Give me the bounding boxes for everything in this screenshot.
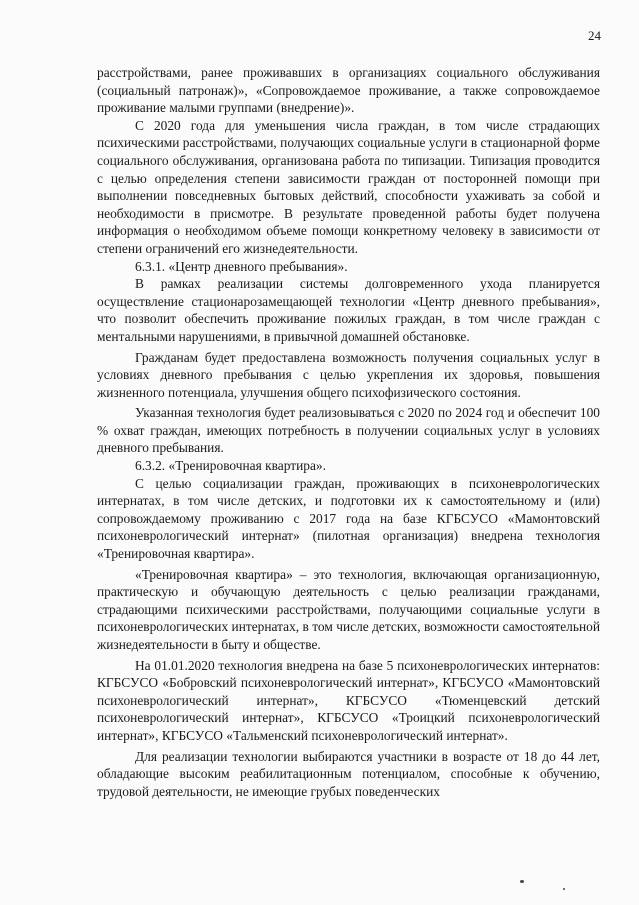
paragraph-9: «Тренировочная квартира» – это технология, включающая организационную, практическую и обучающую деятельность с целью реализации гражданами, страдающими психическими расстройствами, получающими социальные услуги в психоневрологических интернатах, в том числе детских, возможности самостоятельной жизнедеятельности в быту и обществе. [97,566,600,652]
section-heading-6-3-2: 6.3.2. «Тренировочная квартира». [135,458,326,474]
paragraph-2: С 2020 года для уменьшения числа граждан, в том числе страдающих психическими расстройствами, получающих социальные услуги в стационарной форме социального обслуживания, организована работа по типизации. Типизация проводится с целью определения степени зависимости граждан от посторонней помощи при выполнении повседневных бытовых действий, способности ухаживать за собой и необходимости в присмотре. В результате проведенной работы будет получена информация о необходимом объеме помощи конкретному человеку в зависимости от степени ограничений его жизнедеятельности. [97,117,600,256]
scan-speck [520,880,524,883]
paragraph-10: На 01.01.2020 технология внедрена на базе 5 психоневрологических интернатов: КГБСУСО «Бобровский психоневрологический интернат», КГБСУСО «Мамонтовский психоневрологический интернат», КГБСУСО «Тюменцевский детский психоневрологический интернат», КГБСУСО «Троицкий психоневрологический интернат», КГБСУСО «Тальменский психоневрологический интернат». [97,657,600,743]
page-body [97,64,600,800]
paragraph-8: С целью социализации граждан, проживающих в психоневрологических интернатах, в том числе детских, и подготовки их к самостоятельному и (или) сопровождаемому проживанию с 2017 года на базе КГБСУСО «Мамонтовский психоневрологический интернат» (пилотная организация) внедрена технология «Тренировочная квартира». [97,475,600,562]
scan-speck [563,888,565,890]
paragraph-5: Гражданам будет предоставлена возможность получения социальных услуг в условиях дневного пребывания с целью укрепления их здоровья, повышения жизненного потенциала, улучшения общего психофизического состояния. [97,349,600,400]
paragraph-1: расстройствами, ранее проживавших в организациях социального обслуживания (социальный патронаж)», «Сопровождаемое проживание, а также сопровождаемое проживание малыми группами (внедрение)». [97,65,600,116]
paragraph-6: Указанная технология будет реализовываться с 2020 по 2024 год и обеспечит 100 % охват граждан, имеющих потребность в получении социальных услуг в условиях дневного пребывания. [97,405,600,456]
paragraph-11: Для реализации технологии выбираются участники в возрасте от 18 до 44 лет, обладающие высоким реабилитационным потенциалом, способные к обучению, трудовой деятельности, не имеющие грубых поведенческих [97,748,600,799]
paragraph-4: В рамках реализации системы долговременного ухода планируется осуществление стационарозамещающей технологии «Центр дневного пребывания», что позволит обеспечить проживание пожилых граждан, в том числе граждан с ментальными нарушениями, в привычной домашней обстановке. [97,276,600,344]
section-heading-6-3-1: 6.3.1. «Центр дневного пребывания». [135,258,348,274]
page-number: 24 [588,28,601,43]
